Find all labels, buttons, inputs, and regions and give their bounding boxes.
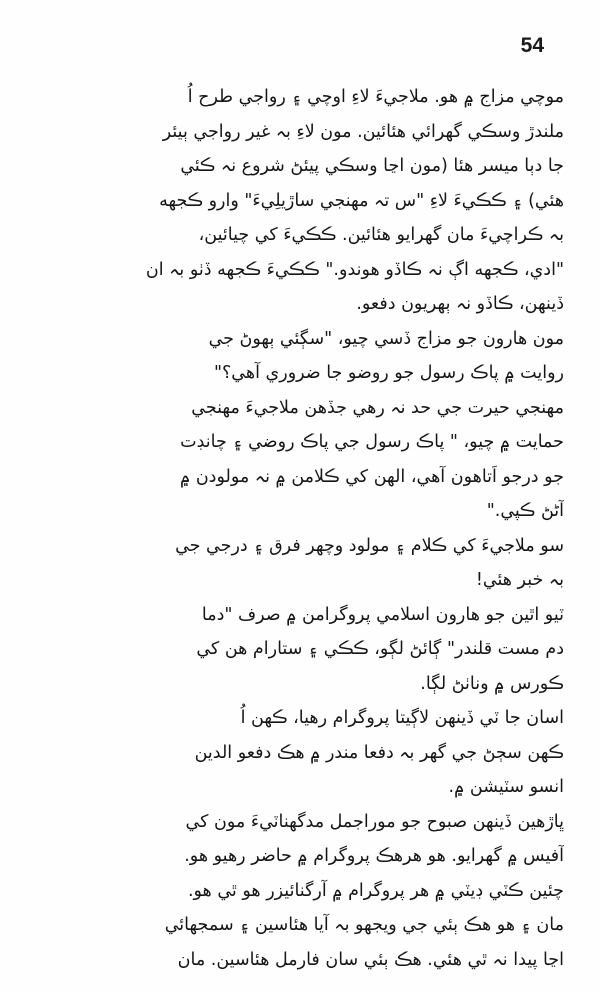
text-line: ملندڙ وسڪي گھرائي ھئائين. مون لاءِ بہ غير رواجي ٻيئر [162, 121, 564, 142]
text-line: انسو سٽيشن ۾. [448, 777, 564, 797]
text-line: ٽيو اٿين جو هارون اسلامي پروگرامن ۾ صرف "دما [201, 604, 564, 625]
paragraph-3 [36, 529, 564, 598]
paragraph-1 [36, 80, 564, 322]
paragraph-5 [36, 701, 564, 805]
text-line: مون هارون جو مزاج ڏسي چيو، "سڳئي ٻهوڻ جي [208, 328, 564, 349]
text-line: چئين ڪٽي ڊيٽي ۾ هر پروگرام ۾ آرگنائيزر هو ٿي هو. [187, 880, 564, 901]
text-line: اسان جا ٽي ڏينهن لاڳيتا پروگرام رهيا، ڪهن اُ [240, 708, 564, 728]
text-line: مهنجي حيرت جي حد نہ رهي جڏهن ملاجيءَ مهنجي [191, 397, 564, 418]
text-line: "ادي، ڪجهه اڳ نہ ڪاڏو هوندو." ڪڪيءَ ڪجهه ڏٺو بہ ان [145, 259, 564, 280]
text-line: موچي مزاج ۾ هو. ملاجيءَ لاءِ اوچي ۽ رواجي طرح اُ [187, 87, 564, 107]
page-body [36, 80, 564, 977]
page-number: 54 [520, 34, 544, 57]
text-line: آفيس ۾ گهرايو. هو هرهڪ پروگرام ۾ حاضر رهيو هو. [184, 846, 564, 866]
paragraph-2 [36, 322, 564, 529]
text-line: جو درجو اَتاهون آهي، الهن کي ڪلامن ۾ نہ مولودن ۾ [180, 466, 564, 487]
text-line: جا دٻا ميسر هئا (مون اڃا وسڪي پيئڻ شروع نہ ڪئي [180, 156, 564, 176]
text-line: اڃا پيدا نہ ٿي هئي. هڪ ٻئي سان فارمل هئاسين. مان [177, 949, 564, 970]
text-line: هئي) ۽ ڪڪيءَ لاءِ "س تہ مهنجي ساڙيلِيءَ" وارو ڪجهه [159, 190, 564, 211]
text-line: ڪورس ۾ وناٺڻ لڳا. [420, 673, 564, 694]
text-line: ڀاڙهين ڏينهن صبوح جو موراجمل مدگهناٽيءَ مون کي [185, 811, 564, 832]
paragraph-6 [36, 805, 564, 978]
text-line: ڏينهن، ڪاڏو نہ ٻهريون دفعو. [356, 294, 564, 314]
text-line: بہ خبر هئي! [475, 570, 564, 590]
text-line: روايت ۾ پاڪ رسول جو روضو جا ضروري آهي؟" [213, 363, 564, 383]
paragraph-4 [36, 598, 564, 702]
text-line: بہ ڪراچيءَ مان گهرايو هئائين. ڪڪيءَ کي چيائين، [198, 225, 564, 245]
text-line: ڪهن سڄڻ جي گهر بہ دفعا مندر ۾ هڪ دفعو الدين [194, 742, 564, 763]
text-line: دم مست قلندر" ڳائڻ لڳو، ڪڪي ۽ ستارام هن کي [196, 639, 564, 659]
text-line: حمايت ۾ چيو، " پاڪ رسول جي پاڪ روضي ۽ چانڊت [180, 432, 564, 452]
text-line: مان ۽ هو هڪ ٻئي جي ويجهو بہ آيا هئاسين ۽ سمجهائي [164, 915, 564, 935]
text-line: آڻڻ ڪپي." [486, 501, 564, 521]
text-line: سو ملاجيءَ کي ڪلام ۽ مولود وچهر فرق ۽ درجي جي [175, 535, 564, 556]
